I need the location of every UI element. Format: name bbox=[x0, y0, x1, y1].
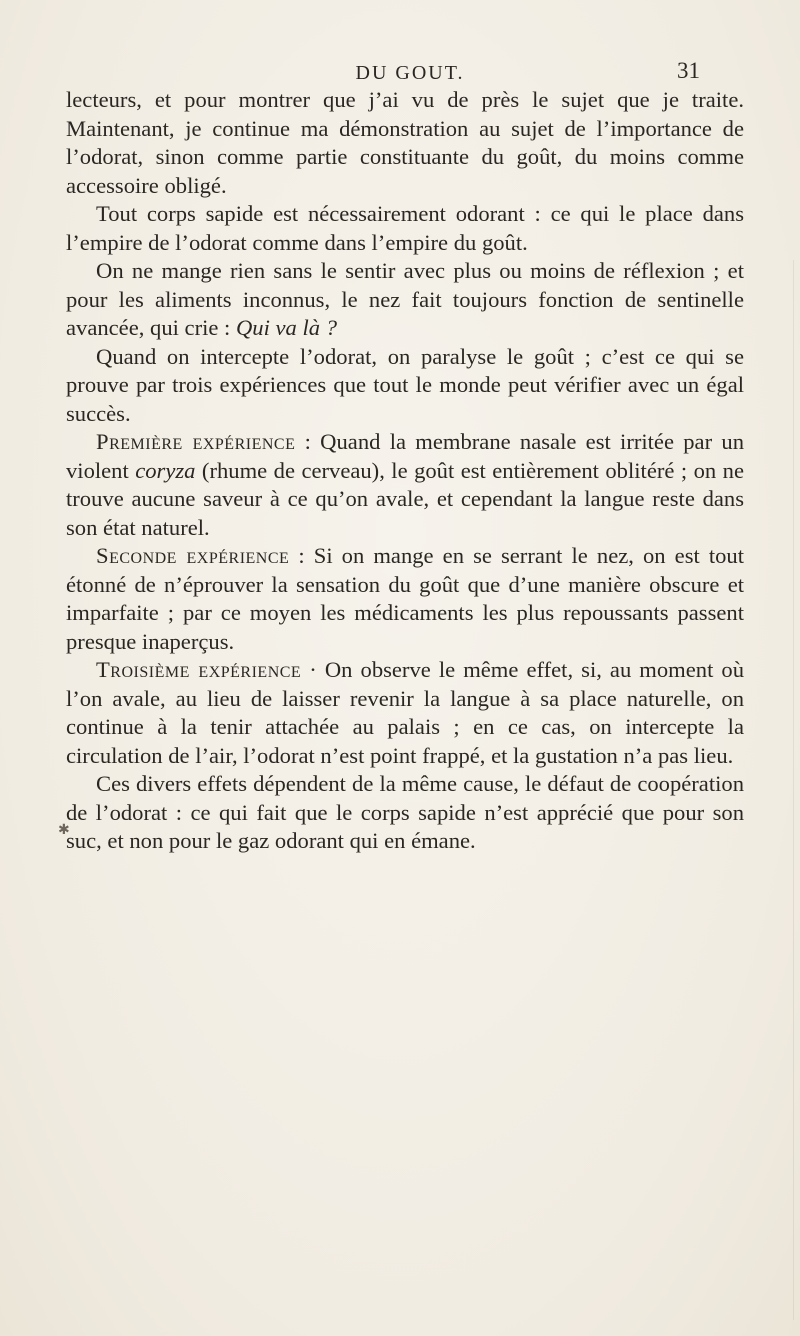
running-head: DU GOUT. bbox=[355, 62, 465, 84]
paragraph-3-italic: Qui va là ? bbox=[235, 315, 338, 340]
paragraph-7 bbox=[66, 656, 744, 770]
experience-3-label: Troisième expérience bbox=[96, 657, 302, 682]
page-header bbox=[60, 58, 760, 88]
paragraph-7-text: · On observe le même effet, si, au moment où l’on avale, au lieu de laisser revenir la langue à sa place naturelle, on continue à la tenir attachée au palais ; en ce cas, on intercepte la circulation de l’air, l’odorat n’est point frappé, et la gustation n’a pas lieu. bbox=[66, 657, 745, 768]
paragraph-3-text: On ne mange rien sans le sentir avec plus ou moins de réflexion ; et pour les aliments inconnus, le nez fait toujours fonction de sentinelle avancée, qui crie : bbox=[66, 258, 744, 340]
paragraph-8: Ces divers effets dépendent de la même cause, le défaut de coopération de l’odorat : ce qui fait que le corps sapide n’est apprécié que pour son suc, et non pour le gaz odorant qui en émane. bbox=[66, 771, 744, 853]
paragraph-6 bbox=[66, 542, 744, 656]
page-number: 31 bbox=[677, 58, 700, 83]
paragraph-3 bbox=[66, 257, 744, 343]
experience-1-label: Première expérience bbox=[96, 429, 296, 454]
paragraph-5-text-after: (rhume de cerveau), le goût est entièrement oblitéré ; on ne trouve aucune saveur à ce qu’on avale, et cependant la langue reste dans son état naturel. bbox=[66, 457, 744, 540]
paragraph-1: lecteurs, et pour montrer que j’ai vu de près le sujet que je traite. Maintenant, je continue ma démonstration au sujet de l’importance de l’odorat, sinon comme partie constituante du goût, du moins comme accessoire obligé. bbox=[66, 87, 744, 198]
paragraph-5-text-before: : Quand la membrane nasale est irritée par un violent bbox=[66, 429, 744, 483]
margin-mark-icon: ✱ bbox=[58, 823, 70, 838]
body-text bbox=[66, 86, 744, 856]
paragraph-5 bbox=[66, 428, 744, 542]
paragraph-6-text: : Si on mange en se serrant le nez, on est tout étonné de n’éprouver la sensation du goût que d’une manière obscure et imparfaite ; par ce moyen les médicaments les plus repoussants passent presque inaperçus. bbox=[66, 543, 745, 654]
paragraph-5-italic: coryza bbox=[135, 457, 196, 483]
paragraph-2: Tout corps sapide est nécessairement odorant : ce qui le place dans l’empire de l’odorat comme dans l’empire du goût. bbox=[66, 201, 744, 255]
experience-2-label: Seconde expérience bbox=[96, 543, 290, 568]
page-edge-shadow bbox=[793, 260, 794, 1320]
paragraph-4: Quand on intercepte l’odorat, on paralyse le goût ; c’est ce qui se prouve par trois expériences que tout le monde peut vérifier avec un égal succès. bbox=[66, 343, 744, 426]
